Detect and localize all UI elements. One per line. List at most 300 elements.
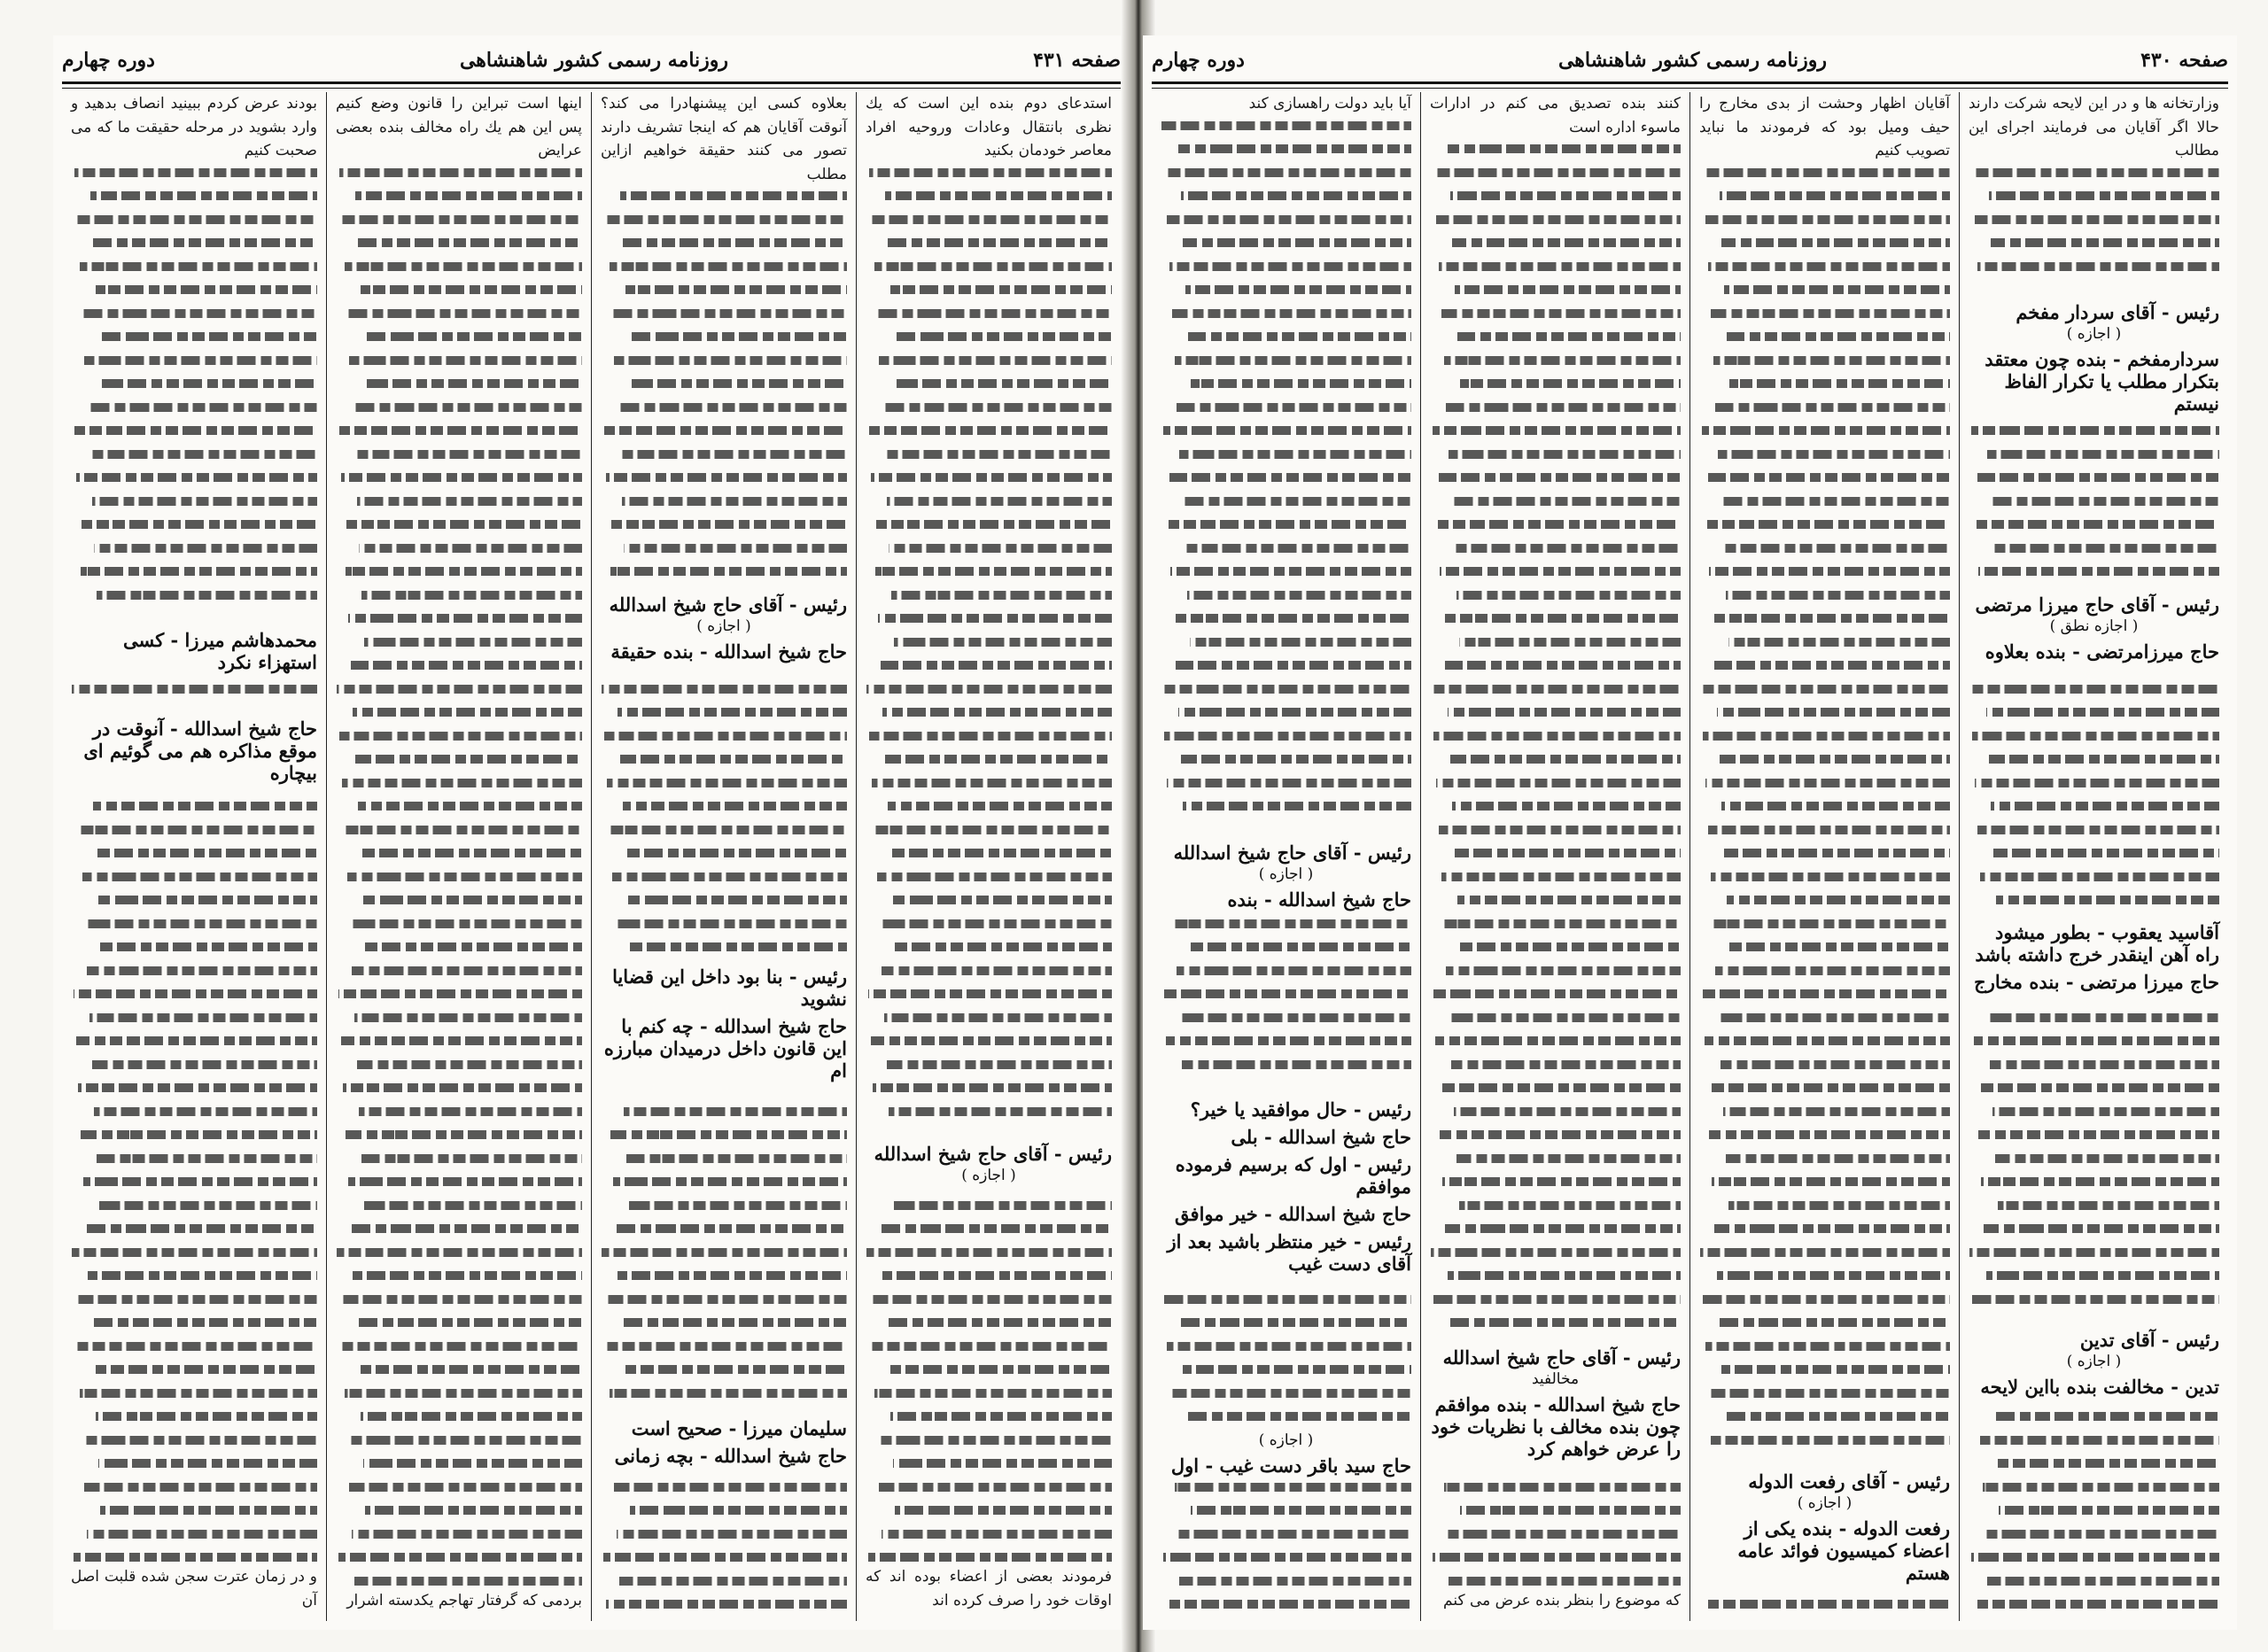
text-line: [1183, 238, 1411, 247]
text-line: [628, 332, 847, 341]
text-line: [1711, 309, 1950, 318]
text-line: [1175, 919, 1411, 928]
text-line: [82, 873, 317, 881]
text-line: [363, 332, 582, 341]
text-line: [620, 1318, 847, 1327]
text-line: [610, 567, 847, 576]
text-line: [1166, 473, 1411, 482]
text-line: [1455, 285, 1681, 294]
text-line: [1185, 285, 1411, 294]
text-line: [1977, 262, 2219, 271]
text-line: [99, 1201, 317, 1210]
text-line: [1183, 802, 1411, 810]
text-line: [626, 1154, 847, 1163]
text-line: [1444, 356, 1681, 365]
text-line: [630, 379, 847, 388]
text-line: [1450, 755, 1681, 764]
text-line: [1440, 1130, 1681, 1139]
text-line: [1455, 849, 1681, 857]
text-line: [607, 215, 847, 224]
text-line: [346, 1130, 582, 1139]
text-line: [341, 473, 582, 482]
text-line: [100, 942, 317, 951]
text-line: [1977, 1083, 2220, 1092]
text-line: [349, 356, 582, 365]
text-line: [1175, 1483, 1411, 1492]
speaker-heading: رئیس - خیر منتظر باشید بعد از آقای دست غیب: [1167, 1230, 1411, 1275]
text-line: [620, 191, 847, 200]
text-line: [1184, 544, 1411, 553]
text-line: [351, 1224, 582, 1233]
text-line: [1179, 1577, 1411, 1586]
text-line: [87, 1530, 317, 1539]
text-line: [1175, 356, 1411, 365]
text-line: [359, 1107, 582, 1116]
text-line: [1972, 732, 2219, 741]
text-line: [365, 1506, 582, 1515]
text-line: [617, 1530, 847, 1539]
text-line: [1163, 989, 1411, 998]
text-line: [1449, 1013, 1681, 1022]
text-line: [342, 779, 582, 787]
text-line: [1995, 1154, 2219, 1163]
text-line: [354, 1013, 582, 1022]
text-line: [1444, 1483, 1681, 1492]
text-line: [345, 262, 582, 271]
text-line: [1164, 1295, 1411, 1304]
text-line: [349, 1483, 582, 1492]
text-line: [1445, 661, 1681, 670]
text-line: [90, 1318, 317, 1327]
text-line: [337, 1248, 582, 1257]
speaker-heading: رئیس - آقای تدین: [2079, 1329, 2219, 1351]
text-line: [1996, 1459, 2219, 1468]
text-line: [1169, 1389, 1411, 1398]
speaker-heading: رئیس - بنا بود داخل این قضایا نشوید: [612, 966, 847, 1010]
column-opening: آیا باید دولت راهسازی کند: [1248, 95, 1411, 112]
text-line: [84, 919, 317, 928]
text-line: [338, 989, 582, 998]
text-line: [1179, 1013, 1411, 1022]
text-line: [1449, 1577, 1681, 1586]
text-line: [1990, 497, 2219, 506]
text-line: [94, 1107, 317, 1116]
text-line: [1433, 1553, 1681, 1562]
text-line: [353, 1271, 582, 1280]
text-line: [625, 285, 847, 294]
text-line: [624, 1107, 847, 1116]
column-opening: اینها است تبراین را قانون وضع کنیم پس این هم یك راه مخالف بنده بعضی عرایض: [336, 95, 582, 159]
text-line: [361, 1412, 582, 1421]
text-line: [92, 1060, 317, 1069]
text-line: [630, 942, 847, 951]
text-line: [1978, 1130, 2219, 1139]
text-line: [1452, 238, 1681, 247]
text-line: [607, 779, 847, 787]
text-line: [1442, 614, 1681, 623]
text-line: [1178, 708, 1411, 717]
text-line: [1987, 1577, 2219, 1586]
text-line: [624, 544, 847, 553]
text-line: [1182, 497, 1411, 506]
text-line: [1720, 755, 1950, 764]
speaker-heading: سردارمفخم - بنده چون معتقد بتکرار مطلب یا تکرار الفاظ نیستم: [1984, 348, 2219, 415]
text-line: [1726, 1154, 1950, 1163]
column-opening: بعلاوه کسی این پیشنهادرا می کند؟ آنوقت آقایان هم که اینجا تشریف دارند تصور می کنند حقیقة خواهیم ازاین مطلب: [601, 95, 847, 183]
text-line: [1993, 1412, 2219, 1421]
text-line: [1451, 497, 1681, 506]
text-line: [1718, 1013, 1950, 1022]
text-line: [97, 591, 317, 600]
text-line: [1726, 591, 1950, 600]
speaker-heading: رئیس - آقای حاج شیخ اسدالله: [874, 1143, 1112, 1165]
text-line: [1717, 1271, 1950, 1280]
text-line: [1441, 873, 1681, 881]
text-line: [1177, 966, 1411, 975]
text-line-texture: [71, 92, 317, 1621]
left-col-3: [326, 92, 591, 1621]
text-line: [1728, 638, 1950, 647]
text-line: [361, 591, 582, 600]
speaker-heading: حاج شیخ اسدالله - بنده حقیقة: [610, 640, 847, 663]
column-closing: فرمودند بعضی از اعضاء بوده اند که اوقات خود را صرف کرده اند: [866, 1568, 1112, 1609]
right-page-number: صفحه ۴۳۰: [2140, 49, 2228, 72]
text-line: [1705, 473, 1950, 482]
text-line: [72, 1248, 317, 1257]
left-page-columns: [62, 92, 1121, 1621]
text-line: [1448, 708, 1681, 717]
text-line: [89, 1013, 317, 1022]
text-line: [84, 356, 317, 365]
speaker-paren: ( اجازه ): [1258, 1431, 1314, 1449]
text-line: [1702, 989, 1950, 998]
text-line: [337, 685, 582, 694]
text-line: [1715, 966, 1950, 975]
speaker-paren: مخالفید: [1531, 1370, 1580, 1388]
text-line: [616, 1224, 847, 1233]
text-line: [358, 1365, 582, 1374]
text-line: [1456, 591, 1681, 600]
left-page-newspaper-title: روزنامه رسمی کشور شاهنشاهی: [459, 49, 729, 72]
text-line: [1191, 942, 1411, 951]
text-line: [96, 1412, 317, 1421]
text-line: [1992, 544, 2219, 553]
text-line: [1448, 144, 1681, 153]
text-line: [338, 426, 582, 435]
text-line: [1969, 1248, 2219, 1257]
text-line: [1700, 1248, 1950, 1257]
text-line: [1176, 661, 1411, 670]
speaker-heading: حاج شیخ اسدالله - چه کنم با این قانون داخل درمیدان مبارزه ام: [603, 1015, 847, 1082]
text-line: [76, 473, 317, 482]
text-line: [606, 1600, 847, 1609]
text-line: [78, 1083, 317, 1092]
text-lines: [866, 163, 1112, 1621]
text-line: [1708, 262, 1950, 271]
text-line: [1182, 1060, 1411, 1069]
text-line: [1459, 638, 1681, 647]
text-line: [74, 989, 317, 998]
text-line: [1185, 1412, 1411, 1421]
right-col-1: [1959, 92, 2228, 1621]
text-line: [614, 919, 847, 928]
text-line: [1439, 826, 1681, 834]
speaker-heading: رئیس - آقای سردار مفخم: [2016, 301, 2219, 323]
speaker-heading: رئیس - حال موافقید یا خیر؟: [1190, 1098, 1411, 1121]
text-line: [1445, 1224, 1681, 1233]
text-line: [1723, 1107, 1950, 1116]
speaker-heading: سلیمان میرزا - صحیح است: [631, 1417, 847, 1439]
text-line: [86, 1224, 317, 1233]
text-line: [629, 1201, 847, 1210]
text-line: [1971, 1553, 2219, 1562]
text-line: [1703, 168, 1950, 177]
right-page-header: [1152, 43, 2228, 78]
text-line: [1446, 403, 1681, 412]
text-line: [1433, 1295, 1681, 1304]
text-line: [607, 1342, 847, 1351]
text-line: [1711, 1436, 1950, 1445]
text-line: [1709, 567, 1950, 576]
text-line: [1181, 1318, 1411, 1327]
text-line: [1177, 1530, 1411, 1539]
text-line: [1721, 238, 1950, 247]
text-line: [74, 426, 317, 435]
text-line: [630, 1506, 847, 1515]
text-line: [606, 473, 847, 482]
text-line: [1167, 215, 1411, 224]
text-line: [82, 1436, 317, 1445]
text-line: [602, 685, 847, 694]
text-line: [623, 1365, 847, 1374]
text-line: [87, 966, 317, 975]
column-opening: کنند بنده تصدیق می کنم در ادارات ماسوء اداره است: [1430, 95, 1681, 136]
text-line: [1998, 1201, 2219, 1210]
text-line: [1181, 191, 1411, 200]
text-line: [93, 802, 317, 810]
text-line: [80, 262, 317, 271]
left-col-2: [591, 92, 856, 1621]
text-line: [1442, 1177, 1681, 1186]
text-line: [1977, 826, 2219, 834]
text-line: [1991, 238, 2219, 247]
text-line: [346, 567, 582, 576]
text-line: [1433, 732, 1681, 741]
text-line: [1721, 1365, 1950, 1374]
text-line: [1711, 873, 1950, 881]
text-line: [82, 309, 317, 318]
text-line: [1713, 356, 1950, 365]
text-line: [1449, 450, 1681, 459]
text-line: [1977, 520, 2220, 529]
text-line: [1169, 520, 1412, 529]
text-line: [358, 238, 582, 247]
text-line: [603, 1553, 847, 1562]
text-line: [1161, 121, 1411, 130]
text-line: [74, 1295, 317, 1304]
text-line: [83, 1177, 317, 1186]
left-page: [53, 35, 1130, 1630]
text-line: [355, 1318, 582, 1327]
text-line: [1451, 1060, 1681, 1069]
text-line: [89, 450, 317, 459]
text-line: [604, 1295, 847, 1304]
text-line: [1179, 450, 1411, 459]
text-line: [1441, 309, 1681, 318]
text-line: [1989, 191, 2219, 200]
speaker-heading: حاج شیخ اسدالله - آنوقت در موقع مذاکره هم می گوئیم ای بیچاره: [83, 717, 317, 784]
column-closing: و در زمان عترت سجن شده قلبت اصل آن: [71, 1568, 317, 1609]
text-line: [1705, 1600, 1950, 1609]
text-line: [614, 356, 847, 365]
speaker-heading: حاج شیخ اسدالله - خیر موافق: [1175, 1203, 1411, 1225]
text-line: [1708, 1389, 1950, 1398]
text-line: [1431, 685, 1681, 694]
text-line: [617, 708, 847, 717]
text-line: [1986, 1271, 2219, 1280]
text-line: [619, 450, 847, 459]
text-line: [1727, 896, 1950, 904]
text-line: [338, 1553, 582, 1562]
text-line: [1974, 1600, 2219, 1609]
text-line: [339, 732, 582, 741]
text-line: [1991, 802, 2219, 810]
text-line: [1446, 966, 1681, 975]
text-line: [88, 1271, 317, 1280]
text-line: [1450, 1318, 1681, 1327]
text-line: [348, 1177, 582, 1186]
right-header-rule: [1152, 81, 2228, 89]
text-line: [1163, 426, 1411, 435]
text-line: [1433, 989, 1681, 998]
text-line: [343, 520, 582, 529]
text-line: [1718, 450, 1950, 459]
text-line: [1980, 1436, 2219, 1445]
speaker-paren: ( اجازه ): [2066, 1353, 2122, 1370]
text-line: [1969, 685, 2219, 694]
text-line: [347, 309, 582, 318]
text-line: [1990, 1060, 2219, 1069]
text-line: [92, 497, 317, 506]
text-line: [1984, 1224, 2219, 1233]
text-line: [353, 708, 582, 717]
text-line: [100, 1506, 317, 1515]
left-page-header: [62, 43, 1121, 78]
text-line: [1454, 544, 1681, 553]
speaker-heading: حاج شیخ اسدالله - بچه زمانی: [614, 1445, 847, 1467]
text-line: [354, 450, 582, 459]
text-line: [98, 896, 317, 904]
speaker-paren: ( اجازه ): [2066, 325, 2122, 343]
text-line: [1729, 942, 1950, 951]
text-line: [357, 1060, 582, 1069]
text-line: [1460, 1506, 1681, 1515]
text-line: [1436, 779, 1681, 787]
text-line: [1724, 1412, 1950, 1421]
text-line: [1715, 403, 1950, 412]
text-line: [1166, 1036, 1411, 1045]
text-line: [363, 896, 582, 904]
column-opening: بودند عرض کردم ببینید انصاف بدهید و وارد بشوید در مرحله حقیقت ما که می صحبت کنیم: [71, 95, 317, 159]
text-line: [1996, 896, 2219, 904]
text-line: [1712, 614, 1950, 623]
text-line: [1707, 520, 1951, 529]
text-line: [1717, 708, 1950, 717]
text-line: [623, 238, 847, 247]
text-line: [342, 215, 582, 224]
text-line: [361, 285, 582, 294]
text-line: [619, 1577, 847, 1586]
text-line: [1703, 732, 1950, 741]
text-line: [1161, 685, 1411, 694]
text-line: [602, 1248, 847, 1257]
speaker-heading: محمدهاشم میرزا - کسی استهزاء نکرد: [122, 629, 317, 673]
text-line: [1431, 1248, 1681, 1257]
speaker-heading: رئیس - آقای حاج میرزا مرتضی: [1975, 593, 2219, 616]
speaker-heading: آقاسید یعقوب - بطور میشود راه آهن اینقدر خرج داشته باشد: [1975, 921, 2219, 966]
text-line: [610, 826, 847, 834]
column-opening: آقایان اظهار وحشت از بدی مخارج را حیف ومیل بود که فرمودند ما نباید تصویب کنیم: [1699, 95, 1950, 159]
text-line: [354, 1577, 582, 1586]
text-line: [1456, 1154, 1681, 1163]
text-line: [628, 896, 847, 904]
text-line: [1173, 614, 1411, 623]
text-line: [76, 1036, 317, 1045]
speaker-heading: تدین - مخالفت بنده بااین لایحه: [1980, 1376, 2219, 1398]
speaker-heading: رئیس - آقای رفعت الدوله: [1748, 1470, 1950, 1493]
text-line: [1729, 379, 1950, 388]
text-line: [343, 1083, 582, 1092]
text-line: [1972, 1295, 2219, 1304]
text-line: [1170, 567, 1411, 576]
text-line: [1992, 1107, 2219, 1116]
text-line: [361, 1154, 582, 1163]
text-line: [345, 826, 582, 834]
text-line: [1166, 1600, 1411, 1609]
text-line: [348, 614, 582, 623]
text-line: [78, 520, 317, 529]
text-line: [1438, 520, 1682, 529]
text-line: [1713, 919, 1950, 928]
text-line: [1440, 567, 1681, 576]
text-line: [1167, 1342, 1411, 1351]
text-line: [1984, 1530, 2219, 1539]
text-line: [1707, 1083, 1951, 1092]
text-line: [364, 638, 582, 647]
text-line: [355, 191, 582, 200]
text-line: [1714, 1224, 1950, 1233]
text-line: [623, 802, 847, 810]
speaker-heading: رئیس - آقای حاج شیخ اسدالله: [1442, 1346, 1681, 1369]
text-line: [612, 873, 847, 881]
left-page-number: صفحه ۴۳۱: [1033, 49, 1121, 72]
right-page-session: دوره چهارم: [1152, 49, 1245, 72]
text-line: [1163, 1553, 1411, 1562]
text-line-texture: [601, 92, 847, 1621]
text-line: [1436, 215, 1681, 224]
text-line: [352, 403, 582, 412]
text-line: [1448, 1271, 1681, 1280]
text-line: [352, 1530, 582, 1539]
text-line-texture: [1699, 92, 1950, 1621]
text-line: [1454, 1107, 1681, 1116]
column-closing: که موضوع را بنظر بنده عرض می کنم: [1443, 1591, 1681, 1609]
speaker-heading: حاج سید باقر دست غیب - اول: [1170, 1454, 1411, 1477]
text-line: [1177, 403, 1411, 412]
right-page-newspaper-title: روزنامه رسمی کشور شاهنشاهی: [1557, 49, 1828, 72]
text-line: [1169, 262, 1411, 271]
text-line: [1727, 332, 1950, 341]
